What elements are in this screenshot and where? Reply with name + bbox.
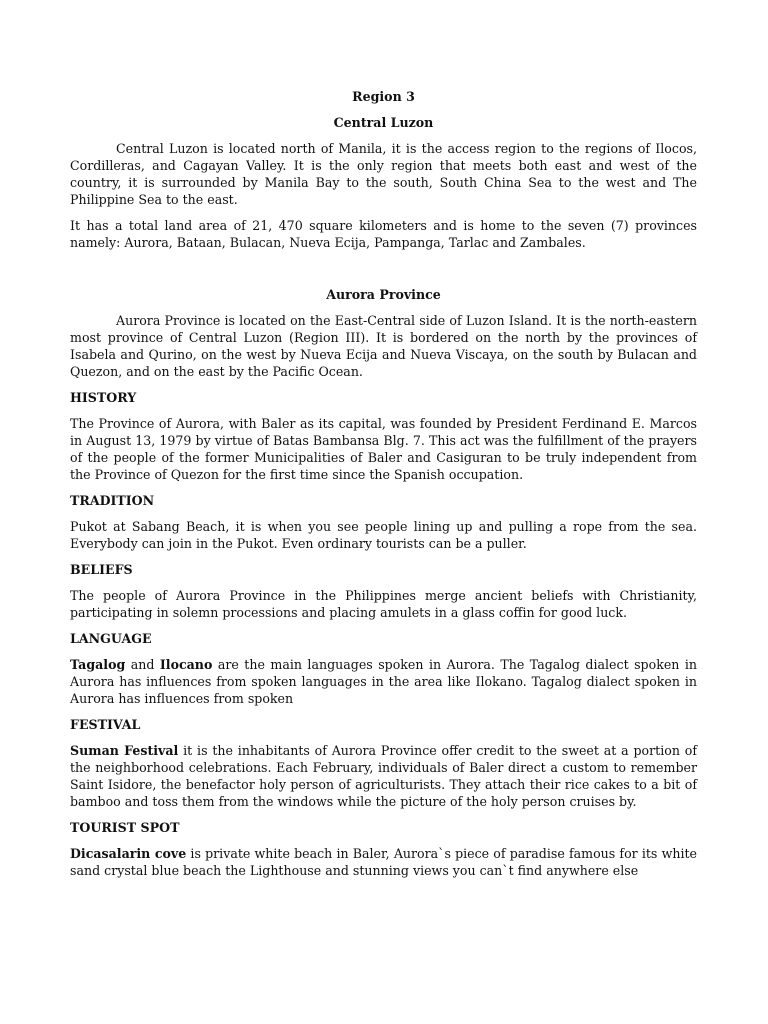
language-heading: LANGUAGE [70,631,152,646]
region-intro-paragraph: Central Luzon is located north of Manila, it is the access region to the regions of Ilocos, Cordilleras, and Cagayan Valley. It is the only region that meets both east and west of the country, it is surrounded by Manila Bay to the south, South China Sea to the west and The Philippine Sea to the east. [70,141,697,207]
tourist-spot-heading: TOURIST SPOT [70,820,180,835]
tradition-paragraph: Pukot at Sabang Beach, it is when you see people lining up and pulling a rope from the sea. Everybody can join in the Pukot. Even ordinary tourists can be a puller. [70,519,697,551]
section-spacer [70,260,697,286]
history-paragraph: The Province of Aurora, with Baler as its capital, was founded by President Ferdinand E. Marcos in August 13, 1979 by virtue of Batas Bambansa Blg. 7. This act was the fulfillment of the prayers of the people of the former Municipalities of Baler and Casiguran to be truly independent from the Province of Quezon for the first time since the Spanish occupation. [70,416,697,482]
history-heading: HISTORY [70,390,137,405]
festival-paragraph [70,742,697,810]
tourist-spot-name: Dicasalarin cove [70,846,187,861]
region-area-paragraph: It has a total land area of 21, 470 square kilometers and is home to the seven (7) provinces namely: Aurora, Bataan, Bulacan, Nueva Ecija, Pampanga, Tarlac and Zambales. [70,218,697,250]
language-tagalog: Tagalog [70,657,126,672]
language-paragraph [70,656,697,707]
language-ilocano: Ilocano [159,657,213,672]
province-intro-paragraph: Aurora Province is located on the East-Central side of Luzon Island. It is the north-eastern most province of Central Luzon (Region III). It is bordered on the north by the provinces of Isabela and Qurino, on the west by Nueva Ecija and Nueva Viscaya, on the south by Bulacan and Quezon, and on the east by the Pacific Ocean. [70,313,697,379]
festival-text: it is the inhabitants of Aurora Province offer credit to the sweet at a portion of the neighborhood celebrations. Each February, individuals of Baler direct a custom to remember Saint Isidore, the benefactor holy person of agriculturists. They attach their rice cakes to a bit of bamboo and toss them from the windows while the picture of the holy person cruises by. [70,743,697,809]
tourist-spot-text: is private white beach in Baler, Aurora`s piece of paradise famous for its white sand crystal blue beach the Lighthouse and stunning views you can`t find anywhere else [70,846,697,878]
beliefs-heading: BELIEFS [70,562,133,577]
beliefs-paragraph: The people of Aurora Province in the Philippines merge ancient beliefs with Christianity, participating in solemn processions and placing amulets in a glass coffin for good luck. [70,588,697,620]
document-page [70,88,697,888]
region-title: Region 3 [352,89,415,104]
language-text: are the main languages spoken in Aurora. The Tagalog dialect spoken in Aurora has influences from spoken languages in the area like Ilokano. Tagalog dialect spoken in Aurora has influences from spoken [70,657,697,706]
tradition-heading: TRADITION [70,493,155,508]
province-title: Aurora Province [326,287,441,302]
festival-name: Suman Festival [70,743,179,758]
region-subtitle: Central Luzon [333,115,434,130]
festival-heading: FESTIVAL [70,717,141,732]
language-and: and [125,657,160,672]
tourist-spot-paragraph [70,845,697,879]
